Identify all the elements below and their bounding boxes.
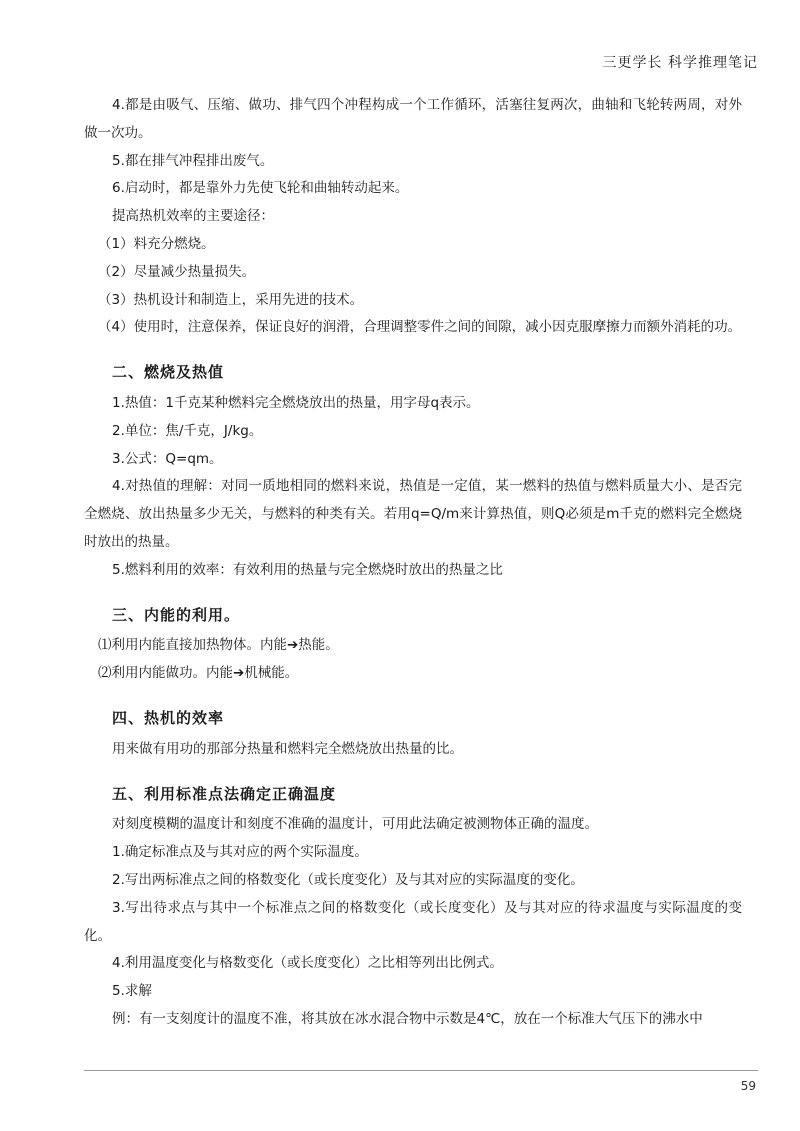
section-heading-standard-point: 五、利用标准点法确定正确温度 bbox=[112, 784, 337, 803]
paragraph-step-1: 1.确定标准点及与其对应的两个实际温度。 bbox=[112, 844, 368, 861]
paragraph-efficiency-def: 用来做有用功的那部分热量和燃料完全燃烧放出热量的比。 bbox=[112, 740, 463, 757]
page-header: 三更学长 科学推理笔记 bbox=[602, 55, 758, 71]
document-body bbox=[84, 92, 742, 1034]
paragraph-understanding: 4.对热值的理解：对同一质地相同的燃料来说，热值是一定值，某一燃料的热值与燃料质量大小、是否完全燃烧、放出热量多少无关，与燃料的种类有关。若用q=Q/m来计算热值，则Q必须是m千克的燃料完全燃烧时放出的热量。 bbox=[84, 478, 742, 550]
page-number: 59 bbox=[740, 1079, 756, 1093]
paragraph-exhaust: 5.都在排气冲程排出废气。 bbox=[112, 152, 274, 169]
section-heading-combustion: 二、燃烧及热值 bbox=[112, 363, 225, 382]
paragraph-step-5: 5.求解 bbox=[112, 983, 152, 1000]
section-heading-internal-energy: 三、内能的利用。 bbox=[112, 605, 241, 624]
paragraph-step-3: 3.写出待求点与其中一个标准点之间的格数变化（或长度变化）及与其对应的待求温度与实际温度的变化。 bbox=[84, 899, 742, 944]
paragraph-engine-cycle: 4.都是由吸气、压缩、做功、排气四个冲程构成一个工作循环，活塞往复两次，曲轴和飞轮转两周，对外做一次功。 bbox=[84, 97, 742, 141]
paragraph-efficiency-intro: 提高热机效率的主要途径： bbox=[112, 208, 274, 225]
section-heading-engine-efficiency: 四、热机的效率 bbox=[112, 708, 225, 727]
paragraph-fuel-efficiency: 5.燃料利用的效率：有效利用的热量与完全燃烧时放出的热量之比 bbox=[112, 561, 503, 578]
paragraph-unit: 2.单位：焦/千克，J/kg。 bbox=[112, 422, 263, 439]
paragraph-work: ⑵利用内能做功。内能➔机械能。 bbox=[98, 665, 299, 682]
paragraph-heating: ⑴利用内能直接加热物体。内能➔热能。 bbox=[98, 637, 339, 654]
paragraph-efficiency-2: （2）尽量减少热量损失。 bbox=[98, 263, 256, 280]
paragraph-efficiency-3: （3）热机设计和制造上，采用先进的技术。 bbox=[98, 291, 364, 308]
paragraph-step-2: 2.写出两标准点之间的格数变化（或长度变化）及与其对应的实际温度的变化。 bbox=[112, 871, 584, 888]
paragraph-efficiency-1: （1）料充分燃烧。 bbox=[98, 235, 215, 252]
paragraph-startup: 6.启动时，都是靠外力先使飞轮和曲轴转动起来。 bbox=[112, 180, 409, 197]
paragraph-formula: 3.公式：Q=qm。 bbox=[112, 450, 223, 467]
footer-divider bbox=[84, 1070, 758, 1071]
paragraph-efficiency-4: （4）使用时，注意保养，保证良好的润滑，合理调整零件之间的间隙，减小因克服摩擦力而额外消耗的功。 bbox=[98, 319, 742, 336]
paragraph-heat-value-def: 1.热值：1千克某种燃料完全燃烧放出的热量，用字母q表示。 bbox=[112, 394, 480, 411]
paragraph-step-4: 4.利用温度变化与格数变化（或长度变化）之比相等列出比例式。 bbox=[112, 955, 503, 972]
paragraph-method-intro: 对刻度模糊的温度计和刻度不准确的温度计，可用此法确定被测物体正确的温度。 bbox=[112, 816, 598, 833]
paragraph-example: 例：有一支刻度计的温度不准，将其放在冰水混合物中示数是4℃，放在一个标准大气压下的沸水中 bbox=[112, 1010, 703, 1027]
